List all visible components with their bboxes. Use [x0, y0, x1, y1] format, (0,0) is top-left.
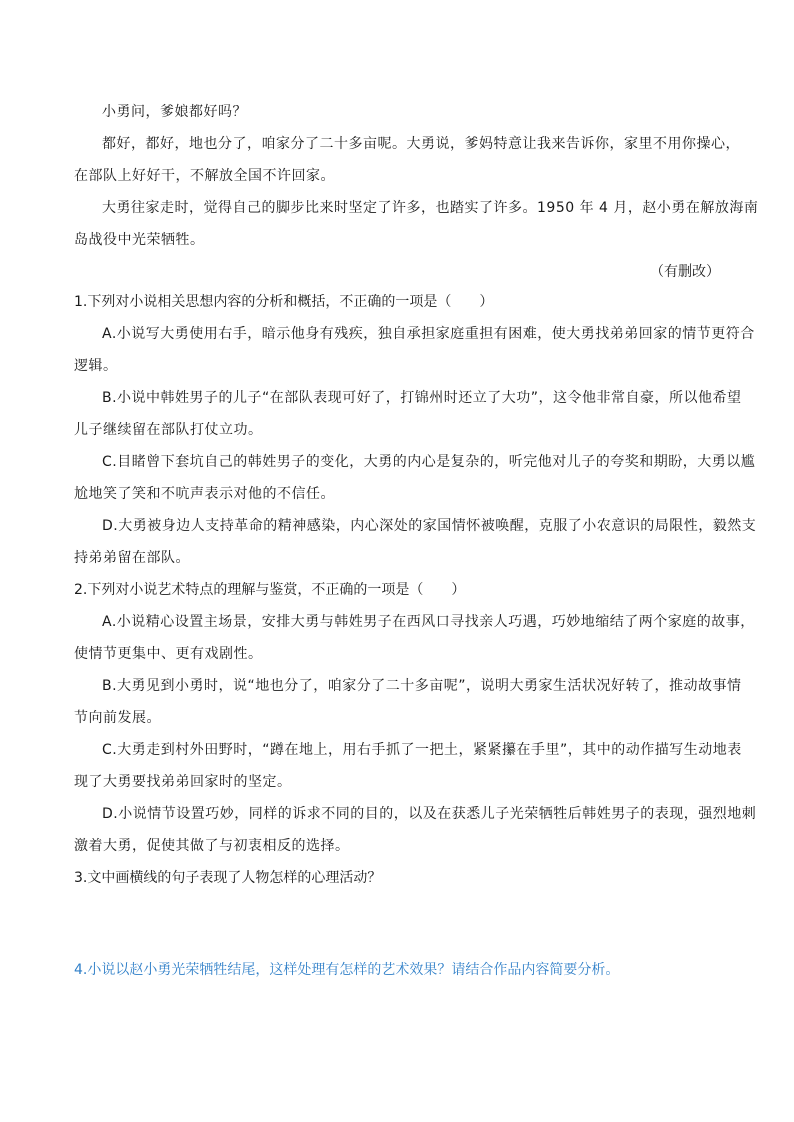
- question-2-stem: 2.下列对小说艺术特点的理解与鉴赏，不正确的一项是（ ）: [74, 582, 466, 598]
- q2-option-d-line1: D.小说情节设置巧妙，同样的诉求不同的目的，以及在获悉儿子光荣牺牲后韩姓男子的表现，强烈地刺: [102, 806, 757, 822]
- story-line-2b: 在部队上好好干，不解放全国不许回家。: [74, 168, 335, 184]
- story-line-3b: 岛战役中光荣牺牲。: [74, 232, 205, 248]
- q2-option-d-line2: 激着大勇，促使其做了与初衷相反的选择。: [74, 838, 350, 854]
- q2-option-b-line1: B.大勇见到小勇时，说“地也分了，咱家分了二十多亩呢”，说明大勇家生活状况好转了，推动故事情: [102, 678, 742, 694]
- q2-option-a-line1: A.小说精心设置主场景，安排大勇与韩姓男子在西风口寻找亲人巧遇，巧妙地缩结了两个家庭的故事，: [102, 614, 755, 630]
- q2-option-c-line1: C.大勇走到村外田野时，“蹲在地上，用右手抓了一把土，紧紧攥在手里”，其中的动作描写生动地表: [102, 742, 742, 758]
- q1-option-d-line2: 持弟弟留在部队。: [74, 550, 190, 566]
- question-4-stem: 4.小说以赵小勇光荣牺牲结尾，这样处理有怎样的艺术效果？请结合作品内容简要分析。: [74, 962, 620, 978]
- question-1-stem: 1.下列对小说相关思想内容的分析和概括，不正确的一项是（ ）: [74, 294, 494, 310]
- q1-option-a-line2: 逻辑。: [74, 358, 118, 374]
- q1-option-d-line1: D.大勇被身边人支持革命的精神感染，内心深处的家国情怀被唤醒，克服了小农意识的局限性，毅然支: [102, 518, 757, 534]
- question-3-stem: 3.文中画横线的句子表现了人物怎样的心理活动？: [74, 870, 382, 886]
- story-line-3a: 大勇往家走时，觉得自己的脚步比来时坚定了许多，也踏实了许多。1950 年 4 月，赵小勇在解放海南: [102, 200, 759, 216]
- q1-option-c-line1: C.目睹曾下套坑自己的韩姓男子的变化，大勇的内心是复杂的，听完他对儿子的夸奖和期盼，大勇以尴: [102, 454, 756, 470]
- q1-option-c-line2: 尬地笑了笑和不吭声表示对他的不信任。: [74, 486, 335, 502]
- source-note: （有删改）: [650, 264, 720, 280]
- q2-option-c-line2: 现了大勇要找弟弟回家时的坚定。: [74, 774, 292, 790]
- q2-option-a-line2: 使情节更集中、更有戏剧性。: [74, 646, 263, 662]
- q1-option-a-line1: A.小说写大勇使用右手，暗示他身有残疾，独自承担家庭重担有困难，使大勇找弟弟回家的情节更符合: [102, 326, 755, 342]
- story-line-1: 小勇问，爹娘都好吗？: [102, 104, 247, 120]
- q1-option-b-line2: 儿子继续留在部队打仗立功。: [74, 422, 263, 438]
- q2-option-b-line2: 节向前发展。: [74, 710, 161, 726]
- q1-option-b-line1: B.小说中韩姓男子的儿子“在部队表现可好了，打锦州时还立了大功”，这令他非常自豪，所以他希望: [102, 390, 742, 406]
- story-line-2a: 都好，都好，地也分了，咱家分了二十多亩呢。大勇说，爹妈特意让我来告诉你，家里不用你操心，: [102, 136, 740, 152]
